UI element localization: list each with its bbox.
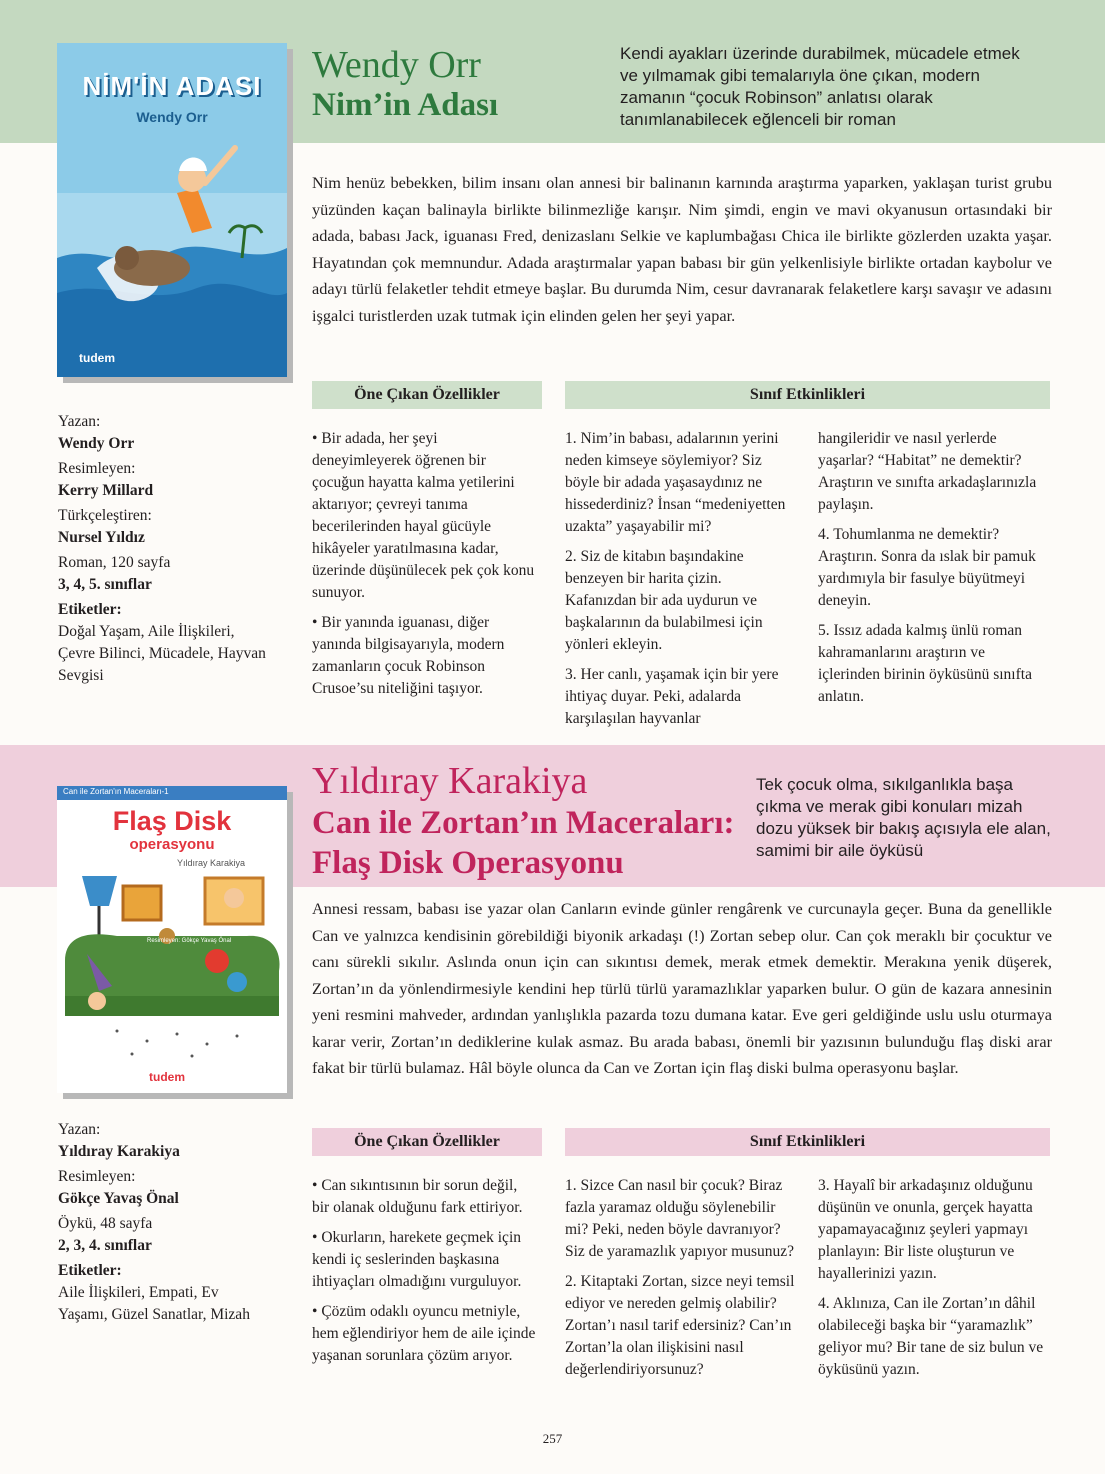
book1-feature-item: • Bir yanında iguanası, diğer yanında bilgisayarıyla, modern zamanların çocuk Robinson Crusoe’su niteliğini taşıyor. — [312, 612, 537, 700]
page-number: 257 — [542, 1431, 563, 1446]
book1-tags-label: Etiketler: — [58, 601, 122, 618]
book1-activities-heading: Sınıf Etkinlikleri — [565, 381, 1050, 409]
book2-title-line1: Can ile Zortan’ın Maceraları: — [312, 804, 735, 841]
book2-tagline: Tek çocuk olma, sıkılganlıkla başa çıkma ve merak gibi konuları mizah dozu yüksek bir bakış açısıyla ele alan, samimi bir aile öyküsü — [756, 775, 1051, 860]
book2-illustrator-label: Resimleyen: — [58, 1168, 136, 1185]
book2-tags-label: Etiketler: — [58, 1262, 122, 1279]
book1-activity-item: 4. Tohumlanma ne demektir? Araştırın. Sonra da ıslak bir pamuk yardımıyla bir fasulye büyütmeyi deneyin. — [818, 526, 1036, 609]
book2-author-value: Yıldıray Karakiya — [58, 1143, 180, 1160]
book2-activity-item: 4. Aklınıza, Can ile Zortan’ın dâhil olabileceği başka bir “yaramazlık” geliyor mu? Bir tane de siz bulun ve öyküsünü yazın. — [818, 1295, 1044, 1378]
book1-activity-item: 5. Issız adada kalmış ünlü roman kahramanlarını araştırın ve içlerinden birinin öyküsünü sınıfta anlatın. — [818, 622, 1032, 705]
book2-activity-item: 2. Kitaptaki Zortan, sizce neyi temsil ediyor ve nereden gelmiş olabilir? Zortan’ı nasıl tarif edersiniz? Can’ın Zortan’la olan ilişkisini nasıl değerlendiriyorsunuz? — [565, 1273, 795, 1378]
book2-features — [312, 1175, 537, 1375]
book1-cover-title: NİM'İN ADASI — [82, 71, 262, 101]
book2-meta — [58, 1116, 268, 1326]
book2-cover[interactable] — [57, 786, 287, 1093]
book1-heading — [312, 44, 498, 124]
book2-illustrator-value: Gökçe Yavaş Önal — [58, 1190, 179, 1207]
book2-cover-subtitle: operasyonu — [129, 836, 215, 853]
book2-tags: Aile İlişkileri, Empati, Ev Yaşamı, Güzel Sanatlar, Mizah — [58, 1284, 250, 1323]
book2-activities-col1 — [565, 1175, 795, 1389]
book2-cover-title: Flaş Disk — [112, 806, 232, 836]
book2-cover-publisher: tudem — [149, 1070, 185, 1084]
book2-genre: Öykü, 48 sayfa — [58, 1215, 153, 1232]
book2-feature-item: • Çözüm odaklı oyuncu metniyle, hem eğlendiriyor hem de aile içinde yaşanan sorunlara çözüm arıyor. — [312, 1301, 537, 1367]
book2-title-line2: Flaş Disk Operasyonu — [312, 844, 624, 881]
book1-tagline: Kendi ayakları üzerinde durabilmek, mücadele etmek ve yılmamak gibi temalarıyla öne çıkan, modern zamanın “çocuk Robinson” anlatısı olarak tanımlanabilecek eğlenceli bir roman — [620, 44, 1020, 129]
book2-activity-item: 1. Sizce Can nasıl bir çocuk? Biraz fazla yaramaz olduğu söylenebilir mi? Peki, neden böyle davranıyor? Siz de yaramazlık yapıyor musunuz? — [565, 1177, 794, 1260]
book2-activities-col2 — [818, 1175, 1050, 1389]
book1-features-heading: Öne Çıkan Özellikler — [312, 381, 542, 409]
book2-feature-item: • Can sıkıntısının bir sorun değil, bir olanak olduğunu fark ettiriyor. — [312, 1175, 537, 1219]
book1-author-value: Wendy Orr — [58, 435, 135, 452]
book1-activities-col1 — [565, 428, 795, 738]
book2-activities-heading: Sınıf Etkinlikleri — [565, 1128, 1050, 1156]
book2-heading — [312, 760, 735, 881]
book1-tags: Doğal Yaşam, Aile İlişkileri, Çevre Bilinci, Mücadele, Hayvan Sevgisi — [58, 623, 266, 684]
book1-author-label: Yazan: — [58, 413, 101, 430]
book2-author-label: Yazan: — [58, 1121, 101, 1138]
book1-illustrator-value: Kerry Millard — [58, 482, 154, 499]
book2-cover-illustrator: Resimleyen: Gökçe Yavaş Önal — [147, 938, 232, 944]
book1-title: Nim’in Adası — [312, 86, 499, 123]
book2-cover-author: Yıldıray Karakiya — [177, 858, 246, 868]
book1-activity-item: 1. Nim’in babası, adalarının yerini neden kimseye söylemiyor? Siz böyle bir adada yaşasaydınız ne hissederdiniz? İnsan “medeniyetten uzakta” yaşayabilir mi? — [565, 430, 786, 535]
book2-feature-item: • Okurların, harekete geçmek için kendi iç seslerinden başkasına ihtiyaçları olmadığını vurguluyor. — [312, 1227, 537, 1293]
book2-summary: Annesi ressam, babası ise yazar olan Canların evinde günler rengârenk ve curcunayla geçer. Buna da genellikle Can ve yalnızca kendisinin görebildiği biyonik arkadaşı (!) Zortan sebep olur. Can çok meraklı bir çocuktur ve canı sürekli sıkılır. Aslında onun için can sıkıntısı demek, merak etmek demektir. Merakına yenik düşerek, Zortan’ın da yönlendirmesiyle kendini hep türlü türlü yaramazlıklar yaparken bulur. O gün de kazara annesinin yeni resmini mahveder, ardından yanlışlıkla pazarda tozu dumana katar. Eve geri geldiğinde uslu uslu oturmaya karar verir, Zortan’ın dediklerine kulak asmaz. Bu arada babası, önemli bir yazısının bulunduğu flaş diski arar fakat bir türlü bulamaz. Hâl böyle olunca da Can ve Zortan için flaş diski bulma operasyonu başlar. — [312, 899, 1052, 1077]
book1-feature-item: • Bir adada, her şeyi deneyimleyerek öğrenen bir çocuğun hayatta kalma yetilerini aktarıyor; çevreyi tanıma becerilerinden hayal gücüyle hikâyeler yaratılmasına kadar, üzerinde düşünülecek pek çok konu sunuyor. — [312, 428, 537, 604]
book1-activity-item: hangileridir ve nasıl yerlerde yaşarlar? “Habitat” ne demektir? Araştırın ve sınıfta arkadaşlarınızla paylaşın. — [818, 430, 1037, 513]
book1-activity-item: 2. Siz de kitabın başındakine benzeyen bir harita çizin. Kafanızdan bir ada uydurun ve başkalarının da bulabilmesi için yönleri ekleyin. — [565, 548, 763, 653]
book1-translator-value: Nursel Yıldız — [58, 529, 145, 546]
book1-activity-item: 3. Her canlı, yaşamak için bir yere ihtiyaç duyar. Peki, adalarda karşılaşılan hayvanlar — [565, 666, 779, 727]
book2-activity-item: 3. Hayalî bir arkadaşınız olduğunu düşünün ve onunla, gerçek hayatta yapamayacağınız şeyleri yapmayı planlayın: Bir liste oluşturun ve hayallerinizi yazın. — [818, 1177, 1033, 1282]
book2-author-name: Yıldıray Karakiya — [312, 760, 588, 802]
book2-cover-series: Can ile Zortan'ın Maceraları-1 — [63, 787, 169, 796]
book2-grades: 2, 3, 4. sınıflar — [58, 1237, 152, 1254]
book1-summary: Nim henüz bebekken, bilim insanı olan annesi bir balinanın karnında araştırma yaparken, yaklaşan turist grubu yüzünden kaçan balinayla birlikte bilinmezliğe karışır. Nim şimdi, engin ve mavi okyanusun ortasındaki bir adada, babası Jack, iguanası Fred, denizaslanı Selkie ve kaplumbağası Chica ile birlikte gözlerden uzakta yaşar. Hayatından çok memnundur. Adada araştırmalar yapan babası bir gün yelkenlisiyle birlikte ortadan kaybolur ve adayı türlü felaketler tehdit etmeye başlar. Bu durumda Nim, cesur davranarak felaketlere karşı savaşır ve adasını işgalci turistlerden uzak tutmak için elinden gelen her şeyi yapar. — [312, 173, 1052, 325]
book1-meta — [58, 408, 268, 687]
book1-cover-author: Wendy Orr — [136, 109, 208, 125]
book1-grades: 3, 4, 5. sınıflar — [58, 576, 152, 593]
book2-features-heading: Öne Çıkan Özellikler — [312, 1128, 542, 1156]
book1-features — [312, 428, 537, 708]
book1-genre: Roman, 120 sayfa — [58, 554, 171, 571]
book1-illustrator-label: Resimleyen: — [58, 460, 136, 477]
book1-translator-label: Türkçeleştiren: — [58, 507, 152, 524]
book1-author-name: Wendy Orr — [312, 44, 481, 86]
book1-cover-publisher: tudem — [79, 351, 115, 365]
book1-activities-col2 — [818, 428, 1050, 716]
book1-cover[interactable] — [57, 43, 287, 377]
